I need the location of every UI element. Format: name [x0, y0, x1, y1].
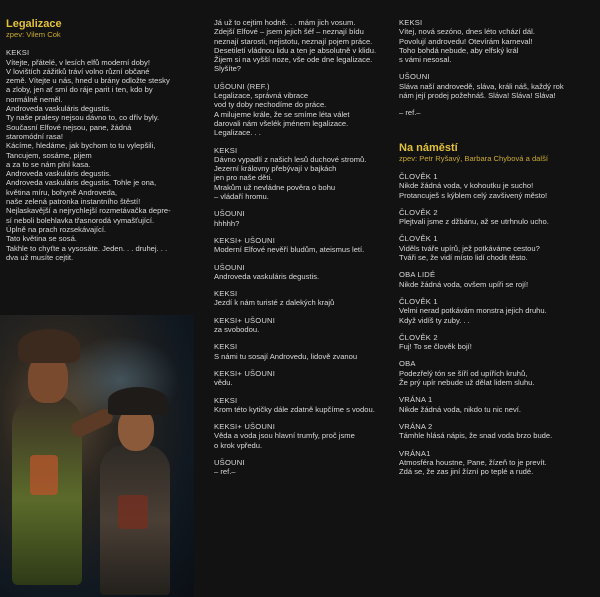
lyrics-block	[399, 172, 595, 200]
lyrics-block	[399, 108, 595, 117]
lyrics-block	[214, 422, 390, 450]
lyric-line: Sláva naší androvedě, sláva, králi náš, každý rok	[399, 81, 564, 91]
speaker-label: ČLOVĚK 2	[399, 207, 438, 217]
lyric-line: Že prý upír nebude už dělat lidem sluhu.	[399, 378, 535, 388]
lyric-line: Povolují androvedu! Otevírám karneval!	[399, 36, 533, 46]
lyric-line: Desetiletí vládnou lidu a ten je absolutně v klidu.	[214, 45, 377, 55]
lyrics-block	[214, 289, 390, 308]
lyric-line: Zdejší Elfové – jsem jejich šéf – neznají bídu	[214, 27, 364, 37]
lyric-line: Věda a voda jsou hlavní trumfy, proč jsme	[214, 431, 355, 441]
lyric-line: Velmi nerad potkávám monstra jejich druhu.	[399, 306, 547, 316]
lyrics-block	[214, 369, 390, 388]
lyrics-blocks-continued	[399, 18, 595, 118]
lyric-line: S námi tu sosají Androvedu, lidově zvanou	[214, 351, 358, 361]
lyrics-block	[6, 48, 192, 262]
speaker-label: KEKSI	[214, 395, 238, 405]
lyric-line: vědu.	[214, 378, 233, 388]
lyric-line: nám její prodej požehnáš. Sláva! Sláva! Sláva!	[399, 91, 556, 101]
speaker-label: ČLOVĚK 1	[399, 296, 438, 306]
lyrics-block	[399, 297, 595, 325]
lyric-line: Krom této kytičky dále zdatně kupčíme s vodou.	[214, 404, 375, 414]
column-left	[6, 18, 192, 270]
speaker-label: VRÁNA1	[399, 448, 431, 458]
lyric-line: Tancujem, sosáme, pijem	[6, 150, 92, 160]
lyrics-block	[399, 449, 595, 477]
lyrics-blocks	[6, 48, 192, 262]
speaker-label: UŠOUNI	[399, 72, 430, 82]
lyric-line: Viděls tváře upírů, jež potkáváme cestou?	[399, 243, 540, 253]
lyric-line: Vítej, nová sezóno, dnes léto vchází dál.	[399, 27, 535, 37]
lyrics-block	[214, 82, 390, 138]
lyric-line: Androveda vaskuláris degustis.	[6, 104, 112, 114]
lyrics-blocks	[214, 18, 390, 477]
lyric-line: s vámi nesosal.	[399, 55, 452, 65]
column-middle	[214, 18, 390, 485]
song-title-legalizace: Legalizace	[6, 18, 62, 30]
lyric-line: Já už to cejtim hodně. . . mám jich vosum.	[214, 18, 356, 27]
lyrics-block	[399, 333, 595, 352]
lyric-line: Támhle hlásá nápis, že snad voda brzo bude.	[399, 431, 553, 441]
lyric-line: staromódní rasa!	[6, 131, 63, 141]
lyric-line: Toho bohdá nebude, aby elfský král	[399, 45, 519, 55]
lyrics-block	[399, 422, 595, 441]
lyric-line: Vítejte, přátelé, v lesích elfů moderní doby!	[6, 57, 150, 67]
lyrics-block	[214, 209, 390, 228]
lyric-line: normálně neměl.	[6, 94, 63, 104]
lyric-line: Androveda vaskuláris degustis.	[214, 271, 320, 281]
lyric-line: neznají starosti, nejistotu, neznají pojem práce.	[214, 36, 373, 46]
lyric-line: Úplně na prach rozsekávající.	[6, 224, 107, 234]
lyric-line: Žijem si na vyšší noze, vše ode dne legalizace.	[214, 55, 373, 65]
lyric-line: Dávno vypadlí z našich lesů duchové stromů.	[214, 154, 367, 164]
speaker-label: KEKSI	[214, 342, 238, 352]
speaker-label: UŠOUNI	[214, 262, 245, 272]
speaker-label: KEKSI+ UŠOUNI	[214, 422, 276, 432]
lyrics-block	[399, 72, 595, 100]
lyrics-block	[399, 395, 595, 414]
lyric-line: Takhle to chyťte a vysosáte. Jeden. . . druhej. . .	[6, 243, 168, 253]
speaker-label: KEKSI	[214, 145, 238, 155]
speaker-label: UŠOUNI	[214, 209, 245, 219]
lyric-line: vod ty doby nechodíme do práce.	[214, 100, 327, 110]
lyric-line: Kácíme, hledáme, jak bychom to tu vylepšili,	[6, 141, 156, 151]
costume-detail	[30, 455, 58, 495]
lyric-line: hhhhh?	[214, 218, 240, 228]
lyric-line: o krok vpředu.	[214, 440, 263, 450]
stage-photo	[0, 315, 194, 597]
lyric-line: Současní Elfové nejsou, pane, žádná	[6, 122, 132, 132]
speaker-label: UŠOUNI	[214, 457, 245, 467]
actor-left-hat	[18, 329, 80, 363]
speaker-label: ČLOVĚK 1	[399, 171, 438, 181]
column-right	[399, 18, 595, 484]
lyric-line: Zdá se, že zas jiní žízní po teplé a rudé.	[399, 467, 534, 477]
lyrics-block	[214, 342, 390, 361]
lyric-line: A milujeme krále, že se smíme léta válet	[214, 109, 350, 119]
lyric-line: Nejlaskavější a nejrychlejší rozmetávačka depre-	[6, 206, 171, 216]
lyric-line: Nikde žádná voda, v kohoutku je sucho!	[399, 181, 534, 191]
lyrics-block	[214, 396, 390, 415]
lyrics-block	[399, 270, 595, 289]
lyric-line: Legalizace, správná vibrace	[214, 91, 309, 101]
lyric-line: Slyšíte?	[214, 64, 242, 74]
lyric-line: – ref.–	[214, 467, 236, 477]
lyric-line: – vládaří hromu.	[214, 192, 269, 202]
speaker-label: KEKSI+ UŠOUNI	[214, 235, 276, 245]
lyric-line: země. Vítejte u nás, hned u brány odložte stesky	[6, 76, 170, 86]
costume-detail	[118, 495, 148, 529]
speaker-label: OBA LIDÉ	[399, 270, 436, 280]
lyric-line: Moderní Elfové nevěří bludům, ateismus letí.	[214, 245, 365, 255]
lyrics-block	[214, 18, 390, 74]
lyric-line: – ref.–	[399, 108, 421, 118]
lyric-line: jen pro naše děti.	[214, 173, 273, 183]
lyrics-blocks	[399, 172, 595, 476]
speaker-label: KEKSI	[399, 18, 423, 27]
lyrics-block	[399, 18, 595, 64]
lyric-line: dva už musíte cejtit.	[6, 252, 74, 262]
speaker-label: ČLOVĚK 2	[399, 332, 438, 342]
lyrics-block	[214, 263, 390, 282]
lyric-line: Atmosféra houstne, Pane, žízeň to je prevít.	[399, 457, 547, 467]
lyric-line: a zloby, jen ať smí do ráje parit i ten, kdo by	[6, 85, 153, 95]
lyrics-block	[214, 316, 390, 335]
lyric-line: V lovištích zážitků tráví volno různí občané	[6, 66, 150, 76]
lyric-line: Legalizace. . .	[214, 128, 261, 138]
lyric-line: Ty naše pralesy nejsou dávno to, co dřív byly.	[6, 113, 160, 123]
song-credits: zpev: Vilem Cok	[6, 30, 61, 39]
lyric-line: Protancuješ s kýblem celý zavšivený město!	[399, 190, 548, 200]
lyric-line: naše zelená patronka instantního štěstí!	[6, 197, 141, 207]
speaker-label: VRÁNA 2	[399, 421, 433, 431]
lyric-line: Tváři se, že vidí místo lidí chodit těsto.	[399, 253, 528, 263]
actor-right-hat	[108, 387, 168, 415]
speaker-label: VRÁNA 1	[399, 395, 433, 405]
lyric-line: Tato květina se sosá.	[6, 234, 77, 244]
lyric-line: Androveda vaskuláris degustis. Tohle je ona,	[6, 178, 157, 188]
lyric-line: Androveda vaskuláris degustis.	[6, 169, 112, 179]
lyric-line: květina míru, bohyně Androveda,	[6, 187, 118, 197]
lyrics-block	[399, 234, 595, 262]
lyrics-block	[214, 458, 390, 477]
speaker-label: KEKSI+ UŠOUNI	[214, 368, 276, 378]
lyrics-block	[399, 208, 595, 227]
lyric-line: Jezerní královny přebývají v bajkách	[214, 164, 337, 174]
lyric-line: sí neboli bolehlavka třasnorodá vymašťující.	[6, 215, 155, 225]
lyric-line: Jezdí k nám turisté z dalekých krajů	[214, 298, 335, 308]
speaker-label: OBA	[399, 359, 416, 369]
lyric-line: Když vidíš ty zuby. . .	[399, 315, 470, 325]
song-credits: zpev: Petr Ryšavý, Barbara Chybová a další	[399, 153, 548, 163]
lyric-line: Fuj! To se člověk bojí!	[399, 342, 472, 352]
lyric-line: a za to se nám plní kasa.	[6, 159, 91, 169]
lyric-line: za svobodou.	[214, 325, 260, 335]
lyric-line: Nikde žádná voda, nikdo tu nic neví.	[399, 404, 521, 414]
speaker-label: UŠOUNI (REF.)	[214, 81, 270, 91]
lyric-line: Mrakům už nevládne pověra o bohu	[214, 182, 336, 192]
lyric-line: darovali nám všelék jménem legalizace.	[214, 118, 349, 128]
song-title-na-namesti: Na náměstí	[399, 141, 458, 154]
speaker-label: KEKSI	[6, 48, 30, 58]
lyric-line: Podezřelý tón se šíří od upířích kruhů,	[399, 368, 528, 378]
lyrics-block	[399, 359, 595, 387]
speaker-label: ČLOVĚK 1	[399, 234, 438, 244]
lyrics-block	[214, 236, 390, 255]
speaker-label: KEKSI	[214, 289, 238, 299]
lyrics-block	[214, 146, 390, 202]
speaker-label: KEKSI+ UŠOUNI	[214, 315, 276, 325]
lyric-line: Nikde žádná voda, ovšem upíři se rojí!	[399, 279, 529, 289]
lyric-line: Plejtvali jsme z džbánu, až se utrhnulo ucho.	[399, 217, 549, 227]
